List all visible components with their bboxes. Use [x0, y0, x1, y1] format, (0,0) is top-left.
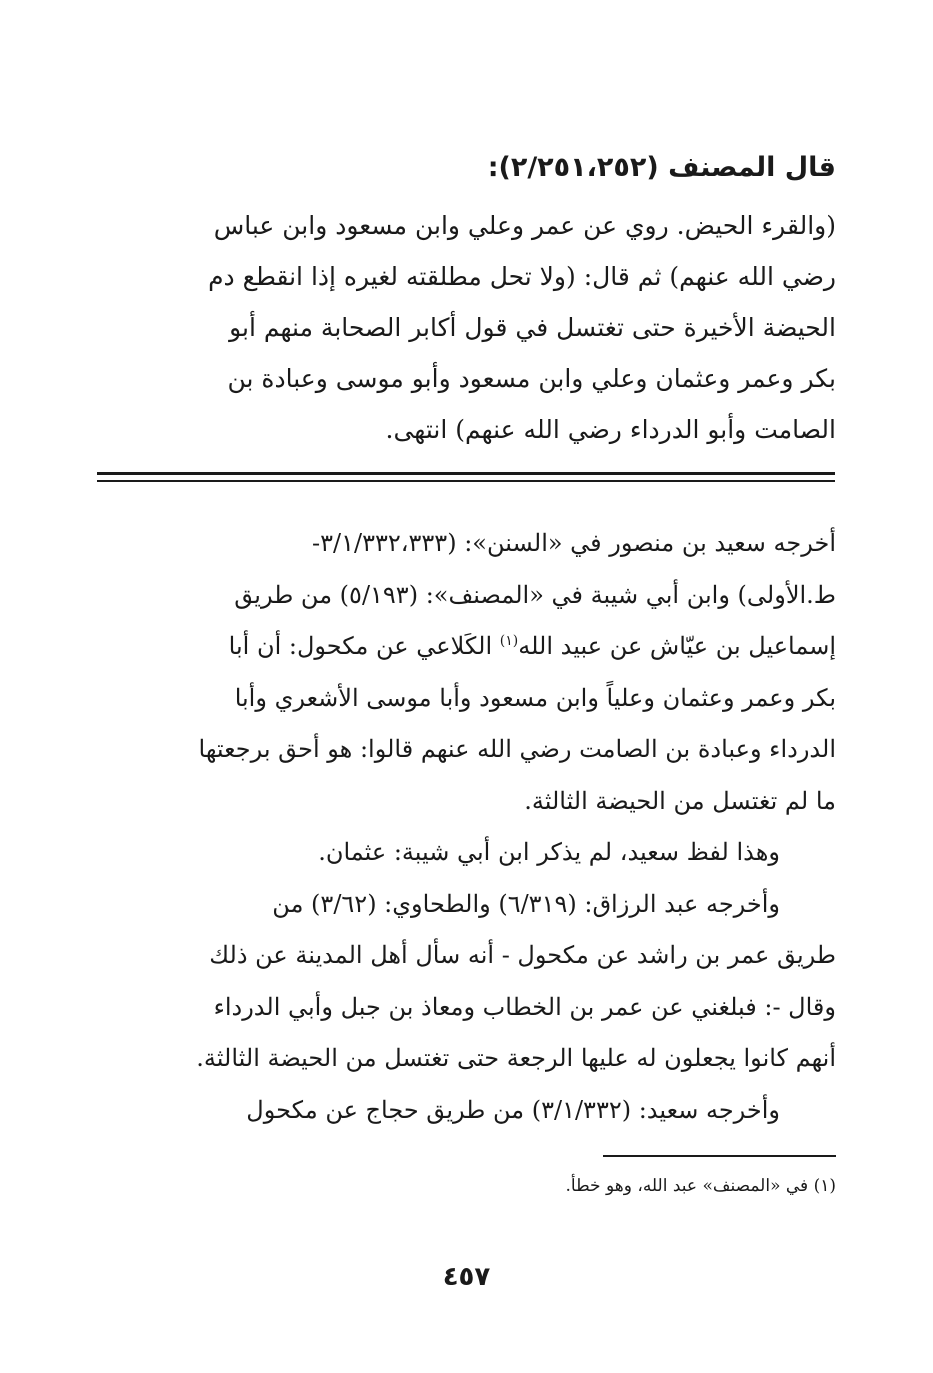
footnote-marker: (١) [499, 633, 519, 649]
section-divider [97, 472, 835, 475]
commentary-line: وهذا لفظ سعيد، لم يذكر ابن أبي شيبة: عثمان. [318, 838, 780, 866]
footnote: (١) في «المصنف» عبد الله، وهو خطأ. [565, 1176, 836, 1196]
commentary-line: بكر وعمر وعثمان وعلياً وابن مسعود وأبا موسى الأشعري وأبا [234, 683, 836, 712]
commentary-line: وأخرجه عبد الرزاق: (٦/٣١٩) والطحاوي: (٣/٦٢) من [272, 889, 780, 918]
commentary-line [144, 621, 836, 673]
quote-line: (والقرء الحيض. روي عن عمر وعلي وابن مسعود وابن عباس [213, 211, 836, 240]
page-number: ٤٥٧ [442, 1262, 491, 1292]
quoted-text [191, 200, 836, 455]
commentary-line: أخرجه سعيد بن منصور في «السنن»: (٣/١/٣٣٢،٣٣٣- [312, 529, 836, 557]
commentary-line: طريق عمر بن راشد عن مكحول - أنه سأل أهل المدينة عن ذلك [209, 941, 836, 969]
quote-line: الحيضة الأخيرة حتى تغتسل في قول أكابر الصحابة منهم أبو [229, 313, 836, 342]
page-heading: قال المصنف (٢/٢٥١،٢٥٢): [487, 152, 836, 183]
commentary-line: وقال -: فبلغني عن عمر بن الخطاب ومعاذ بن جبل وأبي الدرداء [213, 992, 836, 1021]
section-divider [97, 480, 835, 482]
quote-line: رضي الله عنهم) ثم قال: (ولا تحل مطلقته لغيره إذا انقطع دم [208, 262, 836, 291]
commentary-text-run: إسماعيل بن عيّاش عن عبيد الله [518, 632, 836, 660]
commentary-line: أنهم كانوا يجعلون له عليها الرجعة حتى تغتسل من الحيضة الثالثة. [196, 1044, 836, 1072]
footnote-separator [603, 1155, 836, 1157]
commentary-text [144, 518, 836, 1136]
commentary-line: وأخرجه سعيد: (٣/١/٣٣٢) من طريق حجاج عن مكحول [246, 1095, 780, 1124]
quote-line: الصامت وأبو الدرداء رضي الله عنهم) انتهى. [385, 415, 836, 444]
quote-line: بكر وعمر وعثمان وعلي وابن مسعود وأبو موسى وعبادة بن [227, 364, 836, 393]
commentary-text-run: الكَلاعي عن مكحول: أن أبا [228, 632, 500, 660]
commentary-line: ما لم تغتسل من الحيضة الثالثة. [524, 786, 836, 815]
commentary-line: الدرداء وعبادة بن الصامت رضي الله عنهم قالوا: هو أحق برجعتها [198, 735, 836, 763]
commentary-line: ط.الأولى) وابن أبي شيبة في «المصنف»: (٥/١٩٣) من طريق [234, 580, 836, 609]
